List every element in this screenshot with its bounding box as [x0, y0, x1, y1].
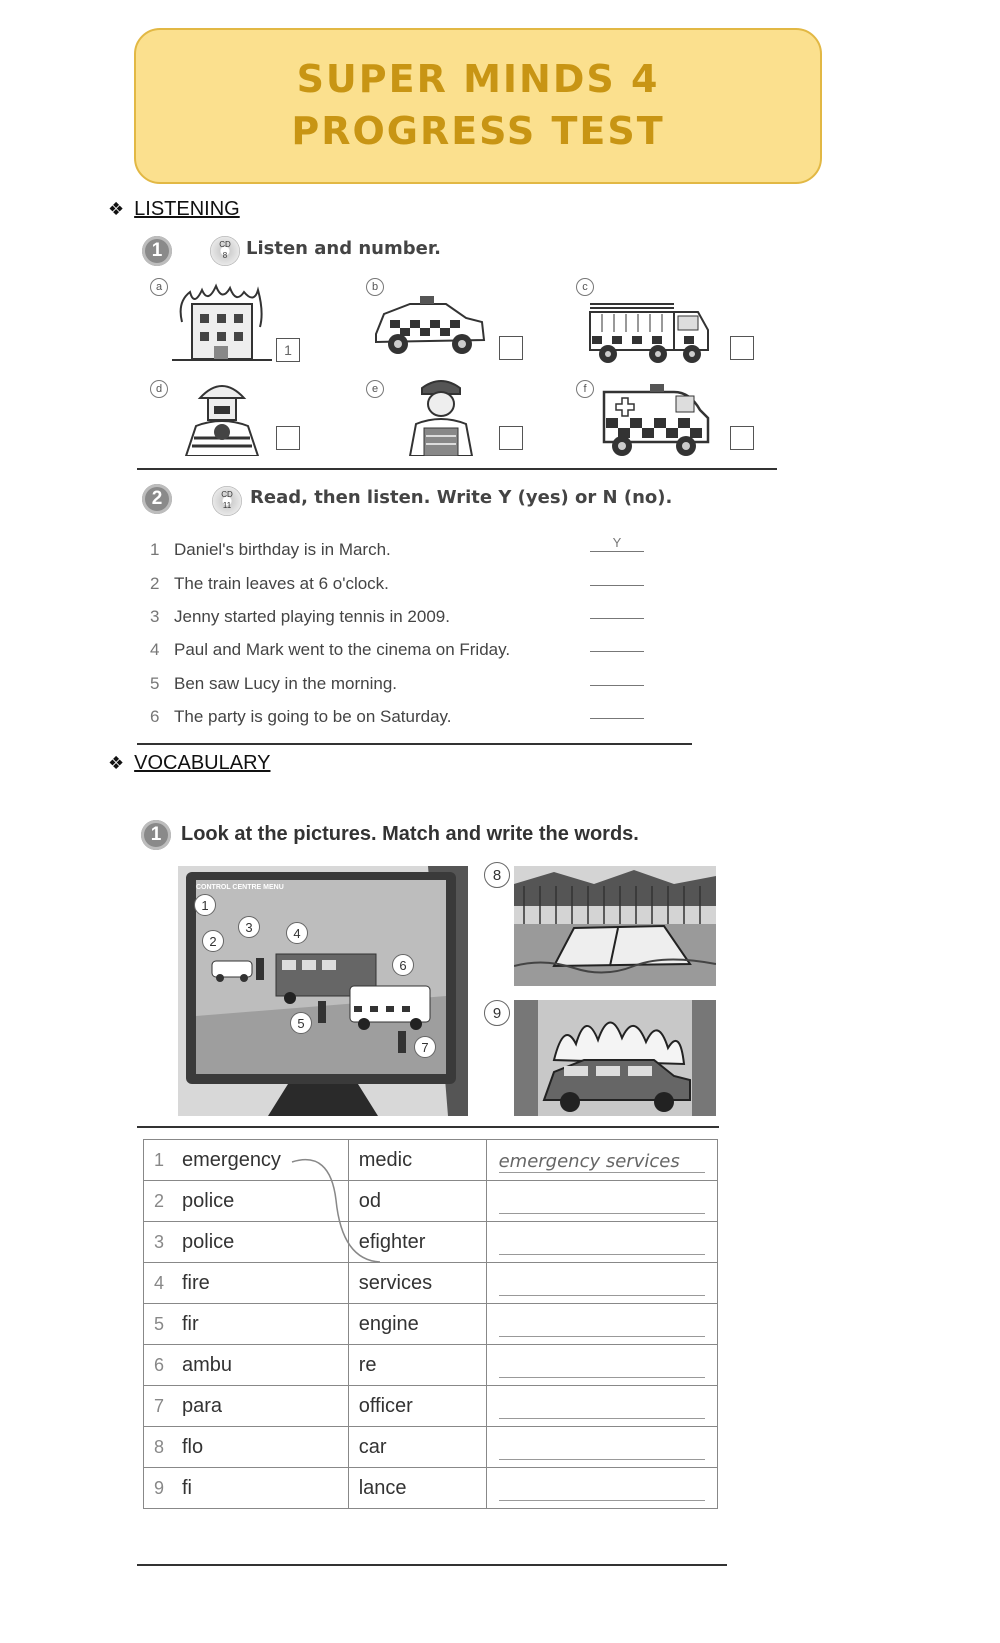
exercise-instruction: Read, then listen. Write Y (yes) or N (no). [250, 487, 673, 508]
row-number: 1 [154, 1149, 165, 1170]
picture-number: 1 [194, 894, 216, 916]
right-word: services [358, 1271, 433, 1294]
answer-line[interactable] [499, 1254, 705, 1255]
left-word-cell [144, 1427, 349, 1468]
picture-label-b: b [366, 278, 384, 296]
left-word: fir [182, 1312, 199, 1335]
picture-number: 4 [286, 922, 308, 944]
answer-line[interactable]: Y [590, 536, 644, 552]
answer-line[interactable] [499, 1295, 705, 1296]
cd-label: CD [221, 490, 233, 499]
right-word-cell [348, 1427, 486, 1468]
answer-cell[interactable] [486, 1345, 717, 1386]
match-connector-line [290, 1150, 390, 1270]
table-row [144, 1345, 718, 1386]
answer-box-b[interactable] [499, 336, 523, 360]
picture-number: 7 [414, 1036, 436, 1058]
picture-number: 2 [202, 930, 224, 952]
right-word-cell [348, 1468, 486, 1509]
sentence-text: Paul and Mark went to the cinema on Friday. [174, 640, 511, 659]
answer-line[interactable] [499, 1459, 705, 1460]
listening-heading [108, 198, 240, 221]
row-number: 6 [154, 1354, 165, 1375]
picture-label-e: e [366, 380, 384, 398]
left-word: ambu [182, 1353, 233, 1376]
police-car-picture [370, 290, 488, 364]
ambulance-picture [600, 380, 716, 458]
sentence-row [150, 640, 510, 660]
left-word-cell [144, 1304, 349, 1345]
answer-box-d[interactable] [276, 426, 300, 450]
sentence-row [150, 574, 389, 594]
picture-number: 3 [238, 916, 260, 938]
sentence-text: The party is going to be on Saturday. [174, 707, 452, 726]
left-word: flo [182, 1435, 204, 1458]
cd-track: 11 [222, 501, 232, 510]
left-word: police [182, 1189, 235, 1212]
row-number: 8 [154, 1436, 165, 1457]
row-number: 7 [154, 1395, 165, 1416]
divider [137, 1126, 719, 1128]
exercise-number: 1 [141, 820, 171, 850]
sentence-row [150, 674, 397, 694]
answer-box-e[interactable] [499, 426, 523, 450]
sentence-row [150, 540, 391, 560]
sentence-number: 3 [150, 607, 160, 626]
table-row [144, 1468, 718, 1509]
row-number: 2 [154, 1190, 165, 1211]
answer-cell[interactable] [486, 1140, 717, 1181]
fire-engine-picture [586, 292, 714, 366]
control-centre-monitor-picture [178, 866, 468, 1116]
burning-building-picture [172, 282, 272, 364]
right-word: re [358, 1353, 377, 1376]
sentence-number: 1 [150, 540, 160, 559]
screen-title: CONTROL CENTRE MENU [196, 884, 284, 891]
divider [137, 1564, 727, 1566]
answer-line[interactable] [499, 1377, 705, 1378]
right-word: lance [358, 1476, 407, 1499]
answer-cell[interactable] [486, 1181, 717, 1222]
table-row [144, 1386, 718, 1427]
cd-icon [212, 486, 242, 516]
divider [137, 468, 777, 470]
right-word: officer [358, 1394, 413, 1417]
right-word: car [358, 1435, 387, 1458]
picture-number: 8 [484, 862, 510, 888]
answer-cell[interactable] [486, 1386, 717, 1427]
diamond-bullet-icon: ❖ [108, 753, 125, 773]
picture-label-d: d [150, 380, 168, 398]
answer-box-f[interactable] [730, 426, 754, 450]
row-number: 3 [154, 1231, 165, 1252]
title-banner [134, 28, 822, 184]
vocabulary-heading [108, 752, 271, 775]
police-officer-picture [406, 374, 476, 456]
right-word: medic [358, 1148, 413, 1171]
left-word-cell [144, 1468, 349, 1509]
answer-line[interactable] [499, 1500, 705, 1501]
right-word-cell [348, 1386, 486, 1427]
answer-cell[interactable] [486, 1222, 717, 1263]
picture-number: 5 [290, 1012, 312, 1034]
sentence-row [150, 707, 452, 727]
answer-line[interactable] [590, 636, 644, 652]
cd-track: 8 [222, 251, 228, 260]
sentence-number: 5 [150, 674, 160, 693]
table-row [144, 1304, 718, 1345]
answer-line[interactable] [499, 1418, 705, 1419]
title-line-1: SUPER MINDS 4 [296, 57, 660, 102]
firefighter-picture [182, 376, 262, 456]
left-word-cell [144, 1386, 349, 1427]
table-row [144, 1427, 718, 1468]
picture-number: 9 [484, 1000, 510, 1026]
picture-label-a: a [150, 278, 168, 296]
left-word: emergency [182, 1148, 281, 1171]
sentence-number: 2 [150, 574, 160, 593]
right-word: engine [358, 1312, 419, 1335]
answer-box-c[interactable] [730, 336, 754, 360]
answer-line[interactable] [499, 1336, 705, 1337]
sentence-row [150, 607, 450, 627]
right-word: efighter [358, 1230, 426, 1253]
answer-line[interactable] [590, 570, 644, 586]
left-word-cell [144, 1345, 349, 1386]
left-word: para [182, 1394, 223, 1417]
answer-line[interactable] [590, 703, 644, 719]
exercise-number: 1 [142, 236, 172, 266]
right-word: od [358, 1189, 381, 1212]
left-word: police [182, 1230, 235, 1253]
picture-label-f: f [576, 380, 594, 398]
flood-car-picture [514, 866, 716, 986]
cd-label: CD [219, 240, 231, 249]
answer-line[interactable] [590, 670, 644, 686]
answer-line[interactable] [590, 603, 644, 619]
answer-box-a[interactable]: 1 [276, 338, 300, 362]
vocabulary-match-table [143, 1139, 718, 1509]
table-row [144, 1140, 718, 1181]
answer-line[interactable]: emergency services [499, 1151, 705, 1173]
sentence-text: Ben saw Lucy in the morning. [174, 674, 398, 693]
exercise-number: 2 [142, 484, 172, 514]
vocabulary-heading-text: VOCABULARY [134, 752, 271, 774]
answer-line[interactable] [499, 1213, 705, 1214]
cd-icon [210, 236, 240, 266]
sentence-number: 6 [150, 707, 160, 726]
row-number: 4 [154, 1272, 165, 1293]
right-word-cell [348, 1345, 486, 1386]
left-word: fi [182, 1476, 192, 1499]
right-word-cell [348, 1304, 486, 1345]
table-row [144, 1222, 718, 1263]
picture-label-c: c [576, 278, 594, 296]
table-row [144, 1263, 718, 1304]
exercise-instruction: Listen and number. [246, 238, 441, 259]
answer-cell[interactable] [486, 1263, 717, 1304]
left-word: fire [182, 1271, 210, 1294]
sentence-text: Jenny started playing tennis in 2009. [174, 607, 450, 626]
answer-cell[interactable] [486, 1427, 717, 1468]
sentence-text: The train leaves at 6 o'clock. [174, 574, 389, 593]
title-line-2: PROGRESS TEST [291, 109, 665, 153]
row-number: 5 [154, 1313, 165, 1334]
burning-car-picture [514, 1000, 716, 1116]
table-row [144, 1181, 718, 1222]
answer-cell[interactable] [486, 1468, 717, 1509]
divider [137, 743, 692, 745]
exercise-instruction: Look at the pictures. Match and write the words. [181, 823, 639, 845]
answer-cell[interactable] [486, 1304, 717, 1345]
listening-heading-text: LISTENING [134, 198, 240, 220]
row-number: 9 [154, 1477, 165, 1498]
sentence-number: 4 [150, 640, 160, 659]
picture-number: 6 [392, 954, 414, 976]
diamond-bullet-icon: ❖ [108, 199, 125, 219]
sentence-text: Daniel's birthday is in March. [174, 540, 391, 559]
